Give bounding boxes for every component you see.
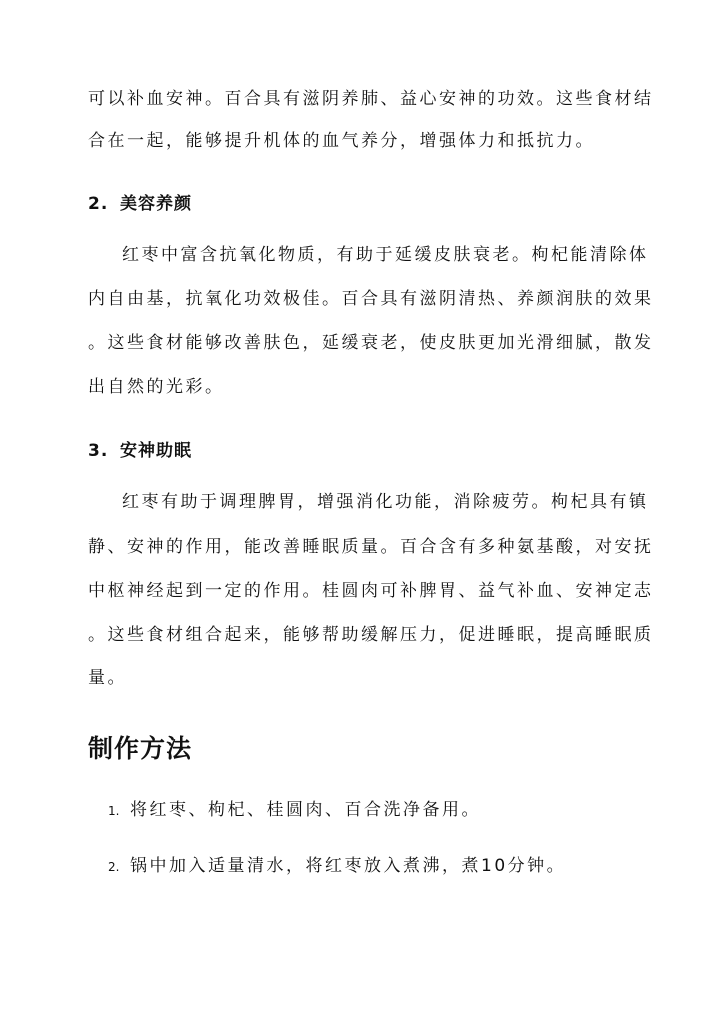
paragraph-line: 红枣中富含抗氧化物质，有助于延缓皮肤衰老。枸杞能清除体 xyxy=(122,245,649,265)
step-number: 1. xyxy=(108,804,120,818)
step-text: 锅中加入适量清水，将红枣放入煮沸，煮10分钟。 xyxy=(130,856,567,876)
paragraph-line: 出自然的光彩。 xyxy=(88,377,225,397)
paragraph-line: 合在一起，能够提升机体的血气养分，增强体力和抵抗力。 xyxy=(88,131,595,151)
paragraph-line: 中枢神经起到一定的作用。桂圆肉可补脾胃、益气补血、安神定志 xyxy=(88,581,654,601)
step-number: 2. xyxy=(108,860,120,874)
paragraph-line: 红枣有助于调理脾胃，增强消化功能，消除疲劳。枸杞具有镇 xyxy=(122,492,649,512)
heading-number: 3. xyxy=(88,441,109,461)
method-title: 制作方法 xyxy=(88,734,193,763)
heading-number: 2. xyxy=(88,194,109,214)
paragraph-line: 量。 xyxy=(88,668,127,688)
paragraph-line: 静、安神的作用，能改善睡眠质量。百合含有多种氨基酸，对安抚 xyxy=(88,537,654,557)
heading-title: 安神助眠 xyxy=(120,441,192,461)
paragraph-line: 内自由基，抗氧化功效极佳。百合具有滋阴清热、养颜润肤的效果 xyxy=(88,289,654,309)
method-step xyxy=(108,851,566,876)
section-heading-beauty xyxy=(88,189,192,214)
paragraph-line: 。这些食材能够改善肤色，延缓衰老，使皮肤更加光滑细腻，散发 xyxy=(88,333,654,353)
step-text: 将红枣、枸杞、桂圆肉、百合洗净备用。 xyxy=(130,800,481,820)
paragraph-line: 可以补血安神。百合具有滋阴养肺、益心安神的功效。这些食材结 xyxy=(88,89,654,109)
method-step xyxy=(108,795,481,820)
section-heading-sleep xyxy=(88,436,192,461)
paragraph-line: 。这些食材组合起来，能够帮助缓解压力，促进睡眠，提高睡眠质 xyxy=(88,625,654,645)
heading-title: 美容养颜 xyxy=(120,194,192,214)
